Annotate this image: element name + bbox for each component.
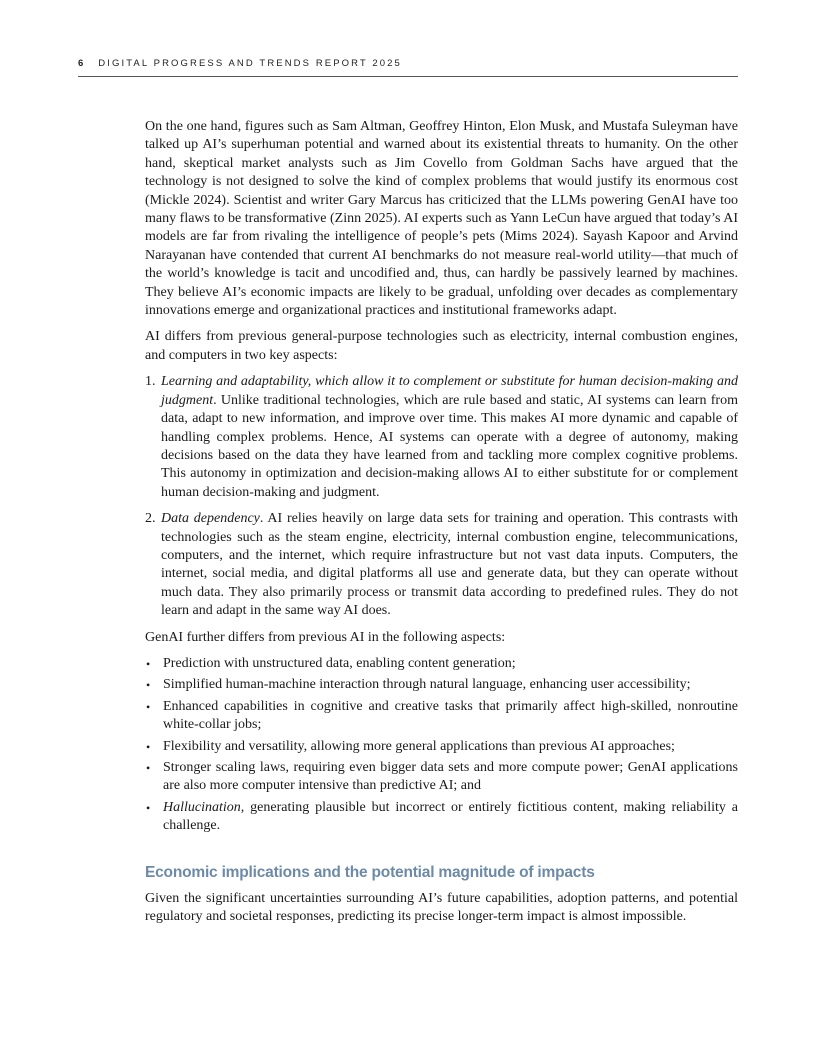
page-number: 6 [78, 58, 84, 69]
bullet-item [145, 698, 738, 735]
list-item-body: AI relies heavily on large data sets for training and operation. This contrasts with technologies such as the steam engine, electricity, internal combustion engine, telecommunications, computers, and the internet, which require infrastructure but not vast data inputs. Computers, the internet, social media, and digital platforms all use and generate data, but they can operate without much data. They also primarily process or transmit data according to predefined rules. They do not learn and adapt in the same way AI does. [161, 511, 739, 619]
bullet-text: generating plausible but incorrect or entirely fictitious content, making reliability a challenge. [163, 799, 738, 834]
body-text [145, 118, 738, 935]
running-title: DIGITAL PROGRESS AND TRENDS REPORT 2025 [98, 58, 402, 69]
list-item-lead: Data dependency [161, 511, 260, 527]
bullet-icon: • [146, 761, 151, 775]
running-header [78, 58, 738, 69]
list-item-lead-punct: . [213, 392, 217, 408]
bullet-lead: Hallucination, [163, 799, 245, 815]
list-item [145, 373, 738, 502]
bullet-list-genai [145, 655, 738, 836]
list-item-lead-punct: . [259, 511, 264, 527]
paragraph-uncertainties: Given the significant uncertainties surrounding AI’s future capabilities, adoption patterns, and potential regulatory and societal responses, predicting its precise longer-term impact is almost impossible. [145, 891, 738, 925]
bullet-text: Stronger scaling laws, requiring even bigger data sets and more compute power; GenAI applications are also more computer intensive than predictive AI; and [163, 760, 738, 794]
bullet-icon: • [146, 656, 151, 671]
bullet-icon: • [146, 739, 151, 754]
bullet-item [145, 799, 738, 836]
list-item [145, 510, 738, 620]
bullet-text: Simplified human-machine interaction through natural language, enhancing user accessibility; [163, 677, 691, 693]
bullet-icon: • [146, 678, 151, 693]
bullet-item [145, 676, 738, 694]
list-item-lead: Learning and adaptability, which allow it to complement or substitute for human decision-making and judgment [161, 374, 738, 408]
paragraph-ai-differs: AI differs from previous general-purpose technologies such as electricity, internal combustion engines, and computers in two key aspects: [145, 329, 738, 363]
list-number: 1. [145, 374, 156, 390]
paragraph-opposing-views: On the one hand, figures such as Sam Altman, Geoffrey Hinton, Elon Musk, and Mustafa Suleyman have talked up AI’s superhuman potential and warned about its existential threats to humanity. On the other hand, skeptical market analysts such as Jim Covello from Goldman Sachs have argued that the technology is not designed to solve the kind of complex problems that would justify its enormous cost (Mickle 2024). Scientist and writer Gary Marcus has criticized that the LLMs powering GenAI have too many flaws to be transformative (Zinn 2025). AI experts such as Yann LeCun have argued that today’s AI models are far from rivaling the intelligence of people’s pets (Mims 2024). Sayash Kapoor and Arvind Narayanan have contended that current AI benchmarks do not measure real-world utility—that much of the world’s knowledge is tacit and uncodified and, thus, can hardly be passively learned by machines. They believe AI’s economic impacts are likely to be gradual, unfolding over decades as complementary innovations emerge and organizational practices and institutional frameworks adapt. [145, 119, 738, 319]
bullet-item [145, 738, 738, 756]
paragraph-genai-differs: GenAI further differs from previous AI in the following aspects: [145, 629, 506, 645]
bullet-icon: • [146, 800, 151, 815]
bullet-text: Enhanced capabilities in cognitive and creative tasks that primarily affect high-skilled, nonroutine white-collar jobs; [163, 698, 738, 733]
header-rule [78, 76, 738, 77]
section-heading: Economic implications and the potential magnitude of impacts [145, 863, 595, 881]
list-item-body: Unlike traditional technologies, which are rule based and static, AI systems can learn from data, adapt to new information, and improve over time. This makes AI more dynamic and capable of handling complex problems. Hence, AI systems can operate with a degree of autonomy, making decisions based on the data they have learned from and tackling more complex cognitive problems. This autonomy in optimization and decision-making allows AI to either substitute for or complement human decision-making and judgment. [161, 392, 738, 500]
bullet-item [145, 759, 738, 796]
list-number: 2. [145, 511, 156, 527]
bullet-item [145, 655, 738, 673]
numbered-list-aspects [145, 373, 738, 620]
bullet-text: Prediction with unstructured data, enabling content generation; [163, 655, 516, 671]
bullet-icon: • [146, 699, 151, 714]
bullet-text: Flexibility and versatility, allowing more general applications than previous AI approaches; [163, 738, 675, 754]
